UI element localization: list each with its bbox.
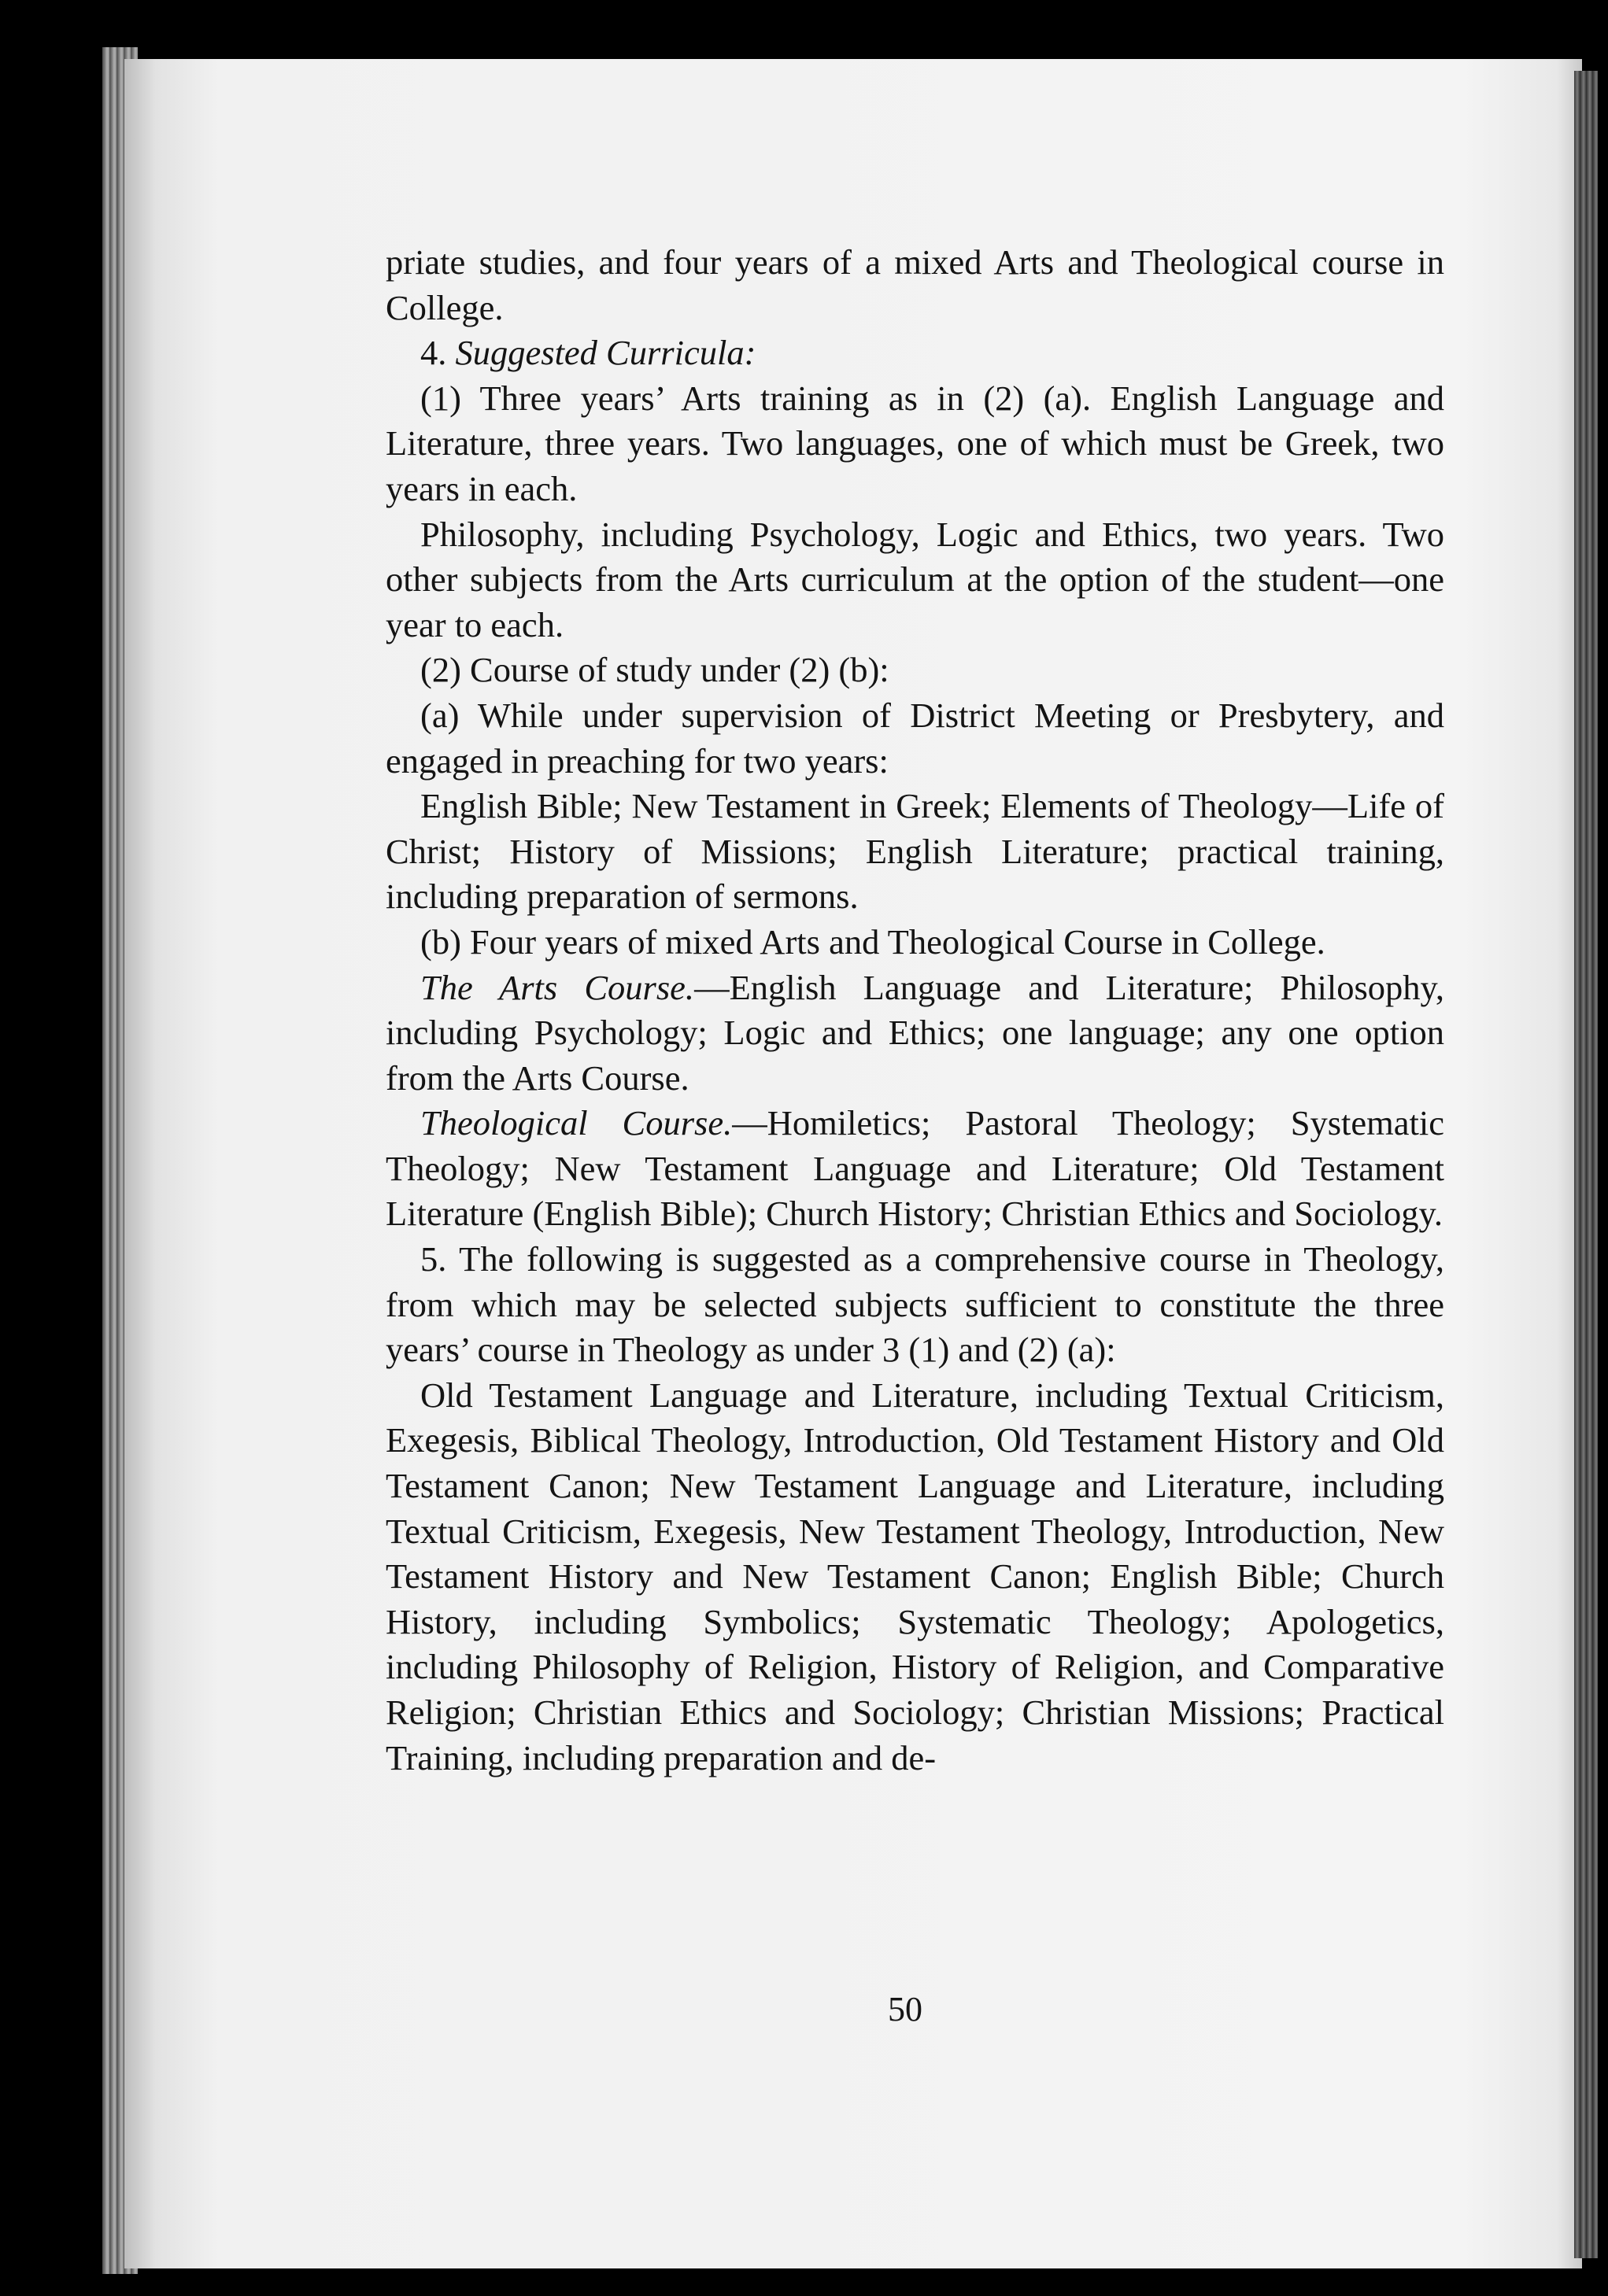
- paragraph-11: 5. The following is suggested as a comprehensive course in Theology, from which may be selected subjects sufficient to constitute the three years’ course in Theology as under 3 (1) and (2) (a):: [386, 1239, 1444, 1370]
- theological-course-heading: Theological Course.: [420, 1103, 733, 1143]
- paragraph-1: priate studies, and four years of a mixed Arts and Theological course in College.: [386, 242, 1444, 327]
- page-number: 50: [888, 1990, 922, 2028]
- arts-course-heading: The Arts Course.: [420, 967, 695, 1007]
- paragraph-12: Old Testament Language and Literature, including Textual Criticism, Exegesis, Biblical Theology, Introduction, Old Testament History and Old Testament Canon; New Testament Language and Literature, including Textual Criticism, Exegesis, New Testament Theology, Introduction, New Testament History and New Testament Canon; English Bible; Church History, including Symbolics; Systematic Theology; Apologetics, including Philosophy of Religion, History of Religion, and Comparative Religion; Christian Ethics and Sociology; Christian Missions; Practical Training, including preparation and de-: [386, 1375, 1444, 1777]
- paragraph-8: (b) Four years of mixed Arts and Theological Course in College.: [420, 921, 1325, 962]
- arts-course-text: —English Language and Literature; Philosophy, including Psychology; Logic and Ethics; one language; any one option from the Arts Course.: [386, 967, 1444, 1098]
- paragraph-6: (a) While under supervision of District Meeting or Presbytery, and engaged in preaching for two years:: [386, 695, 1444, 781]
- theological-course-text: —Homiletics; Pastoral Theology; Systematic Theology; New Testament Language and Literature; Old Testament Literature (English Bible); Church History; Christian Ethics and Sociology.: [386, 1103, 1444, 1234]
- book-gutter-edge: [1574, 71, 1598, 2258]
- page-body-text: [386, 240, 1444, 1781]
- section-number: 4.: [420, 333, 456, 373]
- paragraph-7: English Bible; New Testament in Greek; Elements of Theology—Life of Christ; History of Missions; English Literature; practical training, including preparation of sermons.: [386, 786, 1444, 917]
- paragraph-9: [386, 965, 1444, 1102]
- section-heading: Suggested Curricula:: [455, 333, 756, 373]
- paragraph-5: (2) Course of study under (2) (b):: [420, 650, 889, 690]
- paragraph-3: (1) Three years’ Arts training as in (2) (a). English Language and Literature, three years. Two languages, one of which must be Greek, two years in each.: [386, 378, 1444, 508]
- paragraph-4: Philosophy, including Psychology, Logic and Ethics, two years. Two other subjects from the Arts curriculum at the option of the student—one year to each.: [386, 514, 1444, 644]
- paragraph-2-heading: [386, 330, 1444, 376]
- paragraph-10: [386, 1101, 1444, 1237]
